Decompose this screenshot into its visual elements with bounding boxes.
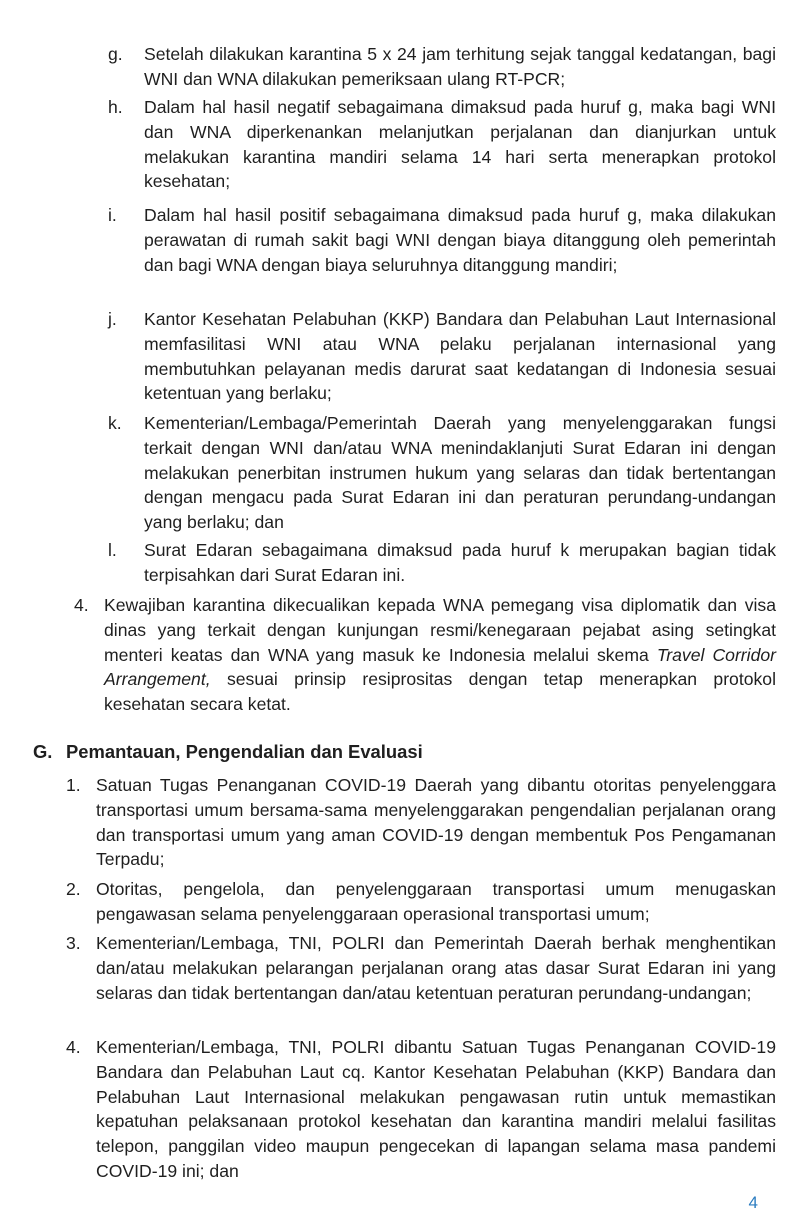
item-text: Kementerian/Lembaga, TNI, POLRI dibantu Satuan Tugas Penanganan COVID-19 Bandara dan Pelabuhan Laut cq. Kantor Kesehatan Pelabuhan (KKP) Bandara dan Pelabuhan Laut Internasional melakukan pengawasan rutin untuk memastikan kepatuhan pelaksanaan protokol kesehatan dan karantina mandiri melalui fasilitas telepon, panggilan video maupun pengecekan di lapangan selama masa pandemi COVID-19 ini; dan <box>96 1037 776 1181</box>
item-marker: l. <box>108 540 117 560</box>
item-marker: 1. <box>66 775 81 795</box>
sub-item-i <box>108 203 776 277</box>
item-text: Dalam hal hasil negatif sebagaimana dimaksud pada huruf g, maka bagi WNI dan WNA diperkenankan melanjutkan perjalanan dan dianjurkan untuk melakukan karantina mandiri selama 14 hari serta menerapkan protokol kesehatan; <box>144 97 776 192</box>
item-text: Satuan Tugas Penanganan COVID-19 Daerah yang dibantu otoritas penyelenggara transportasi umum bersama-sama menyelenggarakan pengendalian perjalanan orang dan transportasi umum yang aman COVID-19 dengan membentuk Pos Pengamanan Terpadu; <box>96 775 776 870</box>
sub-item-g <box>108 42 776 92</box>
item-text: Kantor Kesehatan Pelabuhan (KKP) Bandara dan Pelabuhan Laut Internasional memfasilitasi WNI atau WNA pelaku perjalanan internasional yang membutuhkan pelayanan medis darurat saat kedatangan di Indonesia sesuai ketentuan yang berlaku; <box>144 309 776 404</box>
item-text-part: Kewajiban karantina dikecualikan kepada WNA pemegang visa diplomatik dan visa dinas yang terkait dengan kunjungan resmi/kenegaraan pejabat asing setingkat menteri keatas dan WNA yang masuk ke Indonesia melalui skema <box>104 595 776 665</box>
item-marker: g. <box>108 44 123 64</box>
list-item-4 <box>74 593 776 717</box>
section-heading <box>33 739 423 765</box>
item-marker: 4. <box>74 595 89 615</box>
item-text-part: sesuai prinsip resiprositas dengan tetap menerapkan protokol kesehatan secara ketat. <box>104 669 776 715</box>
sub-item-k <box>108 411 776 535</box>
section-item-2 <box>66 877 776 927</box>
item-text: Otoritas, pengelola, dan penyelenggaraan transportasi umum menugaskan pengawasan selama penyelenggaraan operasional transportasi umum; <box>96 879 776 924</box>
item-marker: 4. <box>66 1037 81 1057</box>
item-marker: h. <box>108 97 123 117</box>
item-text: Kementerian/Lembaga/Pemerintah Daerah yang menyelenggarakan fungsi terkait dengan WNI dan/atau WNA menindaklanjuti Surat Edaran ini dengan melakukan penerbitan instrumen hukum yang selaras dan tidak bertentangan dengan mengacu pada Surat Edaran ini dan peraturan perundang-undangan yang berlaku; dan <box>144 413 776 533</box>
section-item-4 <box>66 1035 776 1184</box>
section-item-1 <box>66 773 776 872</box>
section-title: Pemantauan, Pengendalian dan Evaluasi <box>66 741 423 762</box>
item-marker: 2. <box>66 879 81 899</box>
item-text <box>104 593 776 717</box>
item-marker: k. <box>108 413 122 433</box>
italic-term: Travel Corridor Arrangement, <box>104 644 776 690</box>
item-text: Setelah dilakukan karantina 5 x 24 jam terhitung sejak tanggal kedatangan, bagi WNI dan WNA dilakukan pemeriksaan ulang RT-PCR; <box>144 44 776 89</box>
item-marker: j. <box>108 309 117 329</box>
sub-item-h <box>108 95 776 194</box>
page-number: 4 <box>748 1193 758 1212</box>
sub-item-l <box>108 538 776 588</box>
section-marker: G. <box>33 741 53 762</box>
item-marker: i. <box>108 205 117 225</box>
item-text: Kementerian/Lembaga, TNI, POLRI dan Pemerintah Daerah berhak menghentikan dan/atau melakukan pelarangan perjalanan orang atas dasar Surat Edaran ini yang selaras dan tidak bertentangan dan/atau ketentuan peraturan perundang-undangan; <box>96 933 776 1003</box>
item-marker: 3. <box>66 933 81 953</box>
item-text: Surat Edaran sebagaimana dimaksud pada huruf k merupakan bagian tidak terpisahkan dari Surat Edaran ini. <box>144 540 776 585</box>
section-item-3 <box>66 931 776 1005</box>
sub-item-j <box>108 307 776 406</box>
item-text: Dalam hal hasil positif sebagaimana dimaksud pada huruf g, maka dilakukan perawatan di rumah sakit bagi WNI dengan biaya ditanggung oleh pemerintah dan bagi WNA dengan biaya seluruhnya ditanggung mandiri; <box>144 205 776 275</box>
